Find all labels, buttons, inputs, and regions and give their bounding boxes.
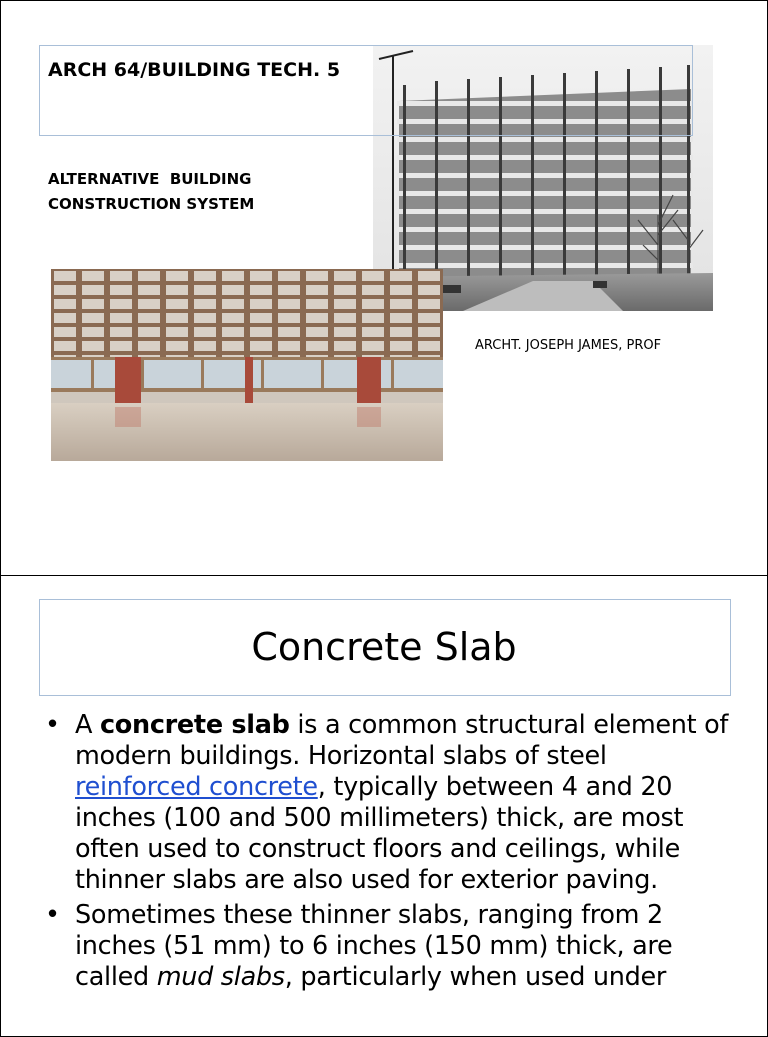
reinforced-concrete-link[interactable]: reinforced concrete [75,772,318,802]
bullet-2-text-b: , particularly when used under [284,962,667,992]
bullet-2-italic-term: mud slabs [156,962,285,992]
course-title: ARCH 64/BUILDING TECH. 5 [48,59,341,81]
bullet-1-bold-term: concrete slab [99,710,290,740]
course-subtitle [48,167,254,217]
slide-body [45,710,735,997]
author-credit: ARCHT. JOSEPH JAMES, PROF [475,338,662,353]
bullet-marker: • [45,900,60,930]
bullet-marker: • [45,710,60,740]
coffered-ceiling-photo [51,269,443,461]
slide-title: Concrete Slab [251,624,517,669]
subtitle-line-2: CONSTRUCTION SYSTEM [48,195,255,213]
bullet-item-2 [45,900,735,993]
bullet-item-1 [45,710,735,896]
bullet-2-text-a: Sometimes these thinner slabs, ranging from 2 inches (51 mm) to 6 inches (150 mm) thick, are called [75,900,673,992]
subtitle-line-1: ALTERNATIVE BUILDING [48,170,252,188]
bullet-1-text-c: , typically between 4 and 20 inches (100 and 500 millimeters) thick, are most often used to construct floors and ceilings, while thinner slabs are also used for exterior paving. [75,772,684,895]
bullet-1-text-a: A [75,710,100,740]
bullet-1-text-b: is a common structural element of modern buildings. Horizontal slabs of steel [75,710,729,771]
slide-2 [0,575,768,1037]
